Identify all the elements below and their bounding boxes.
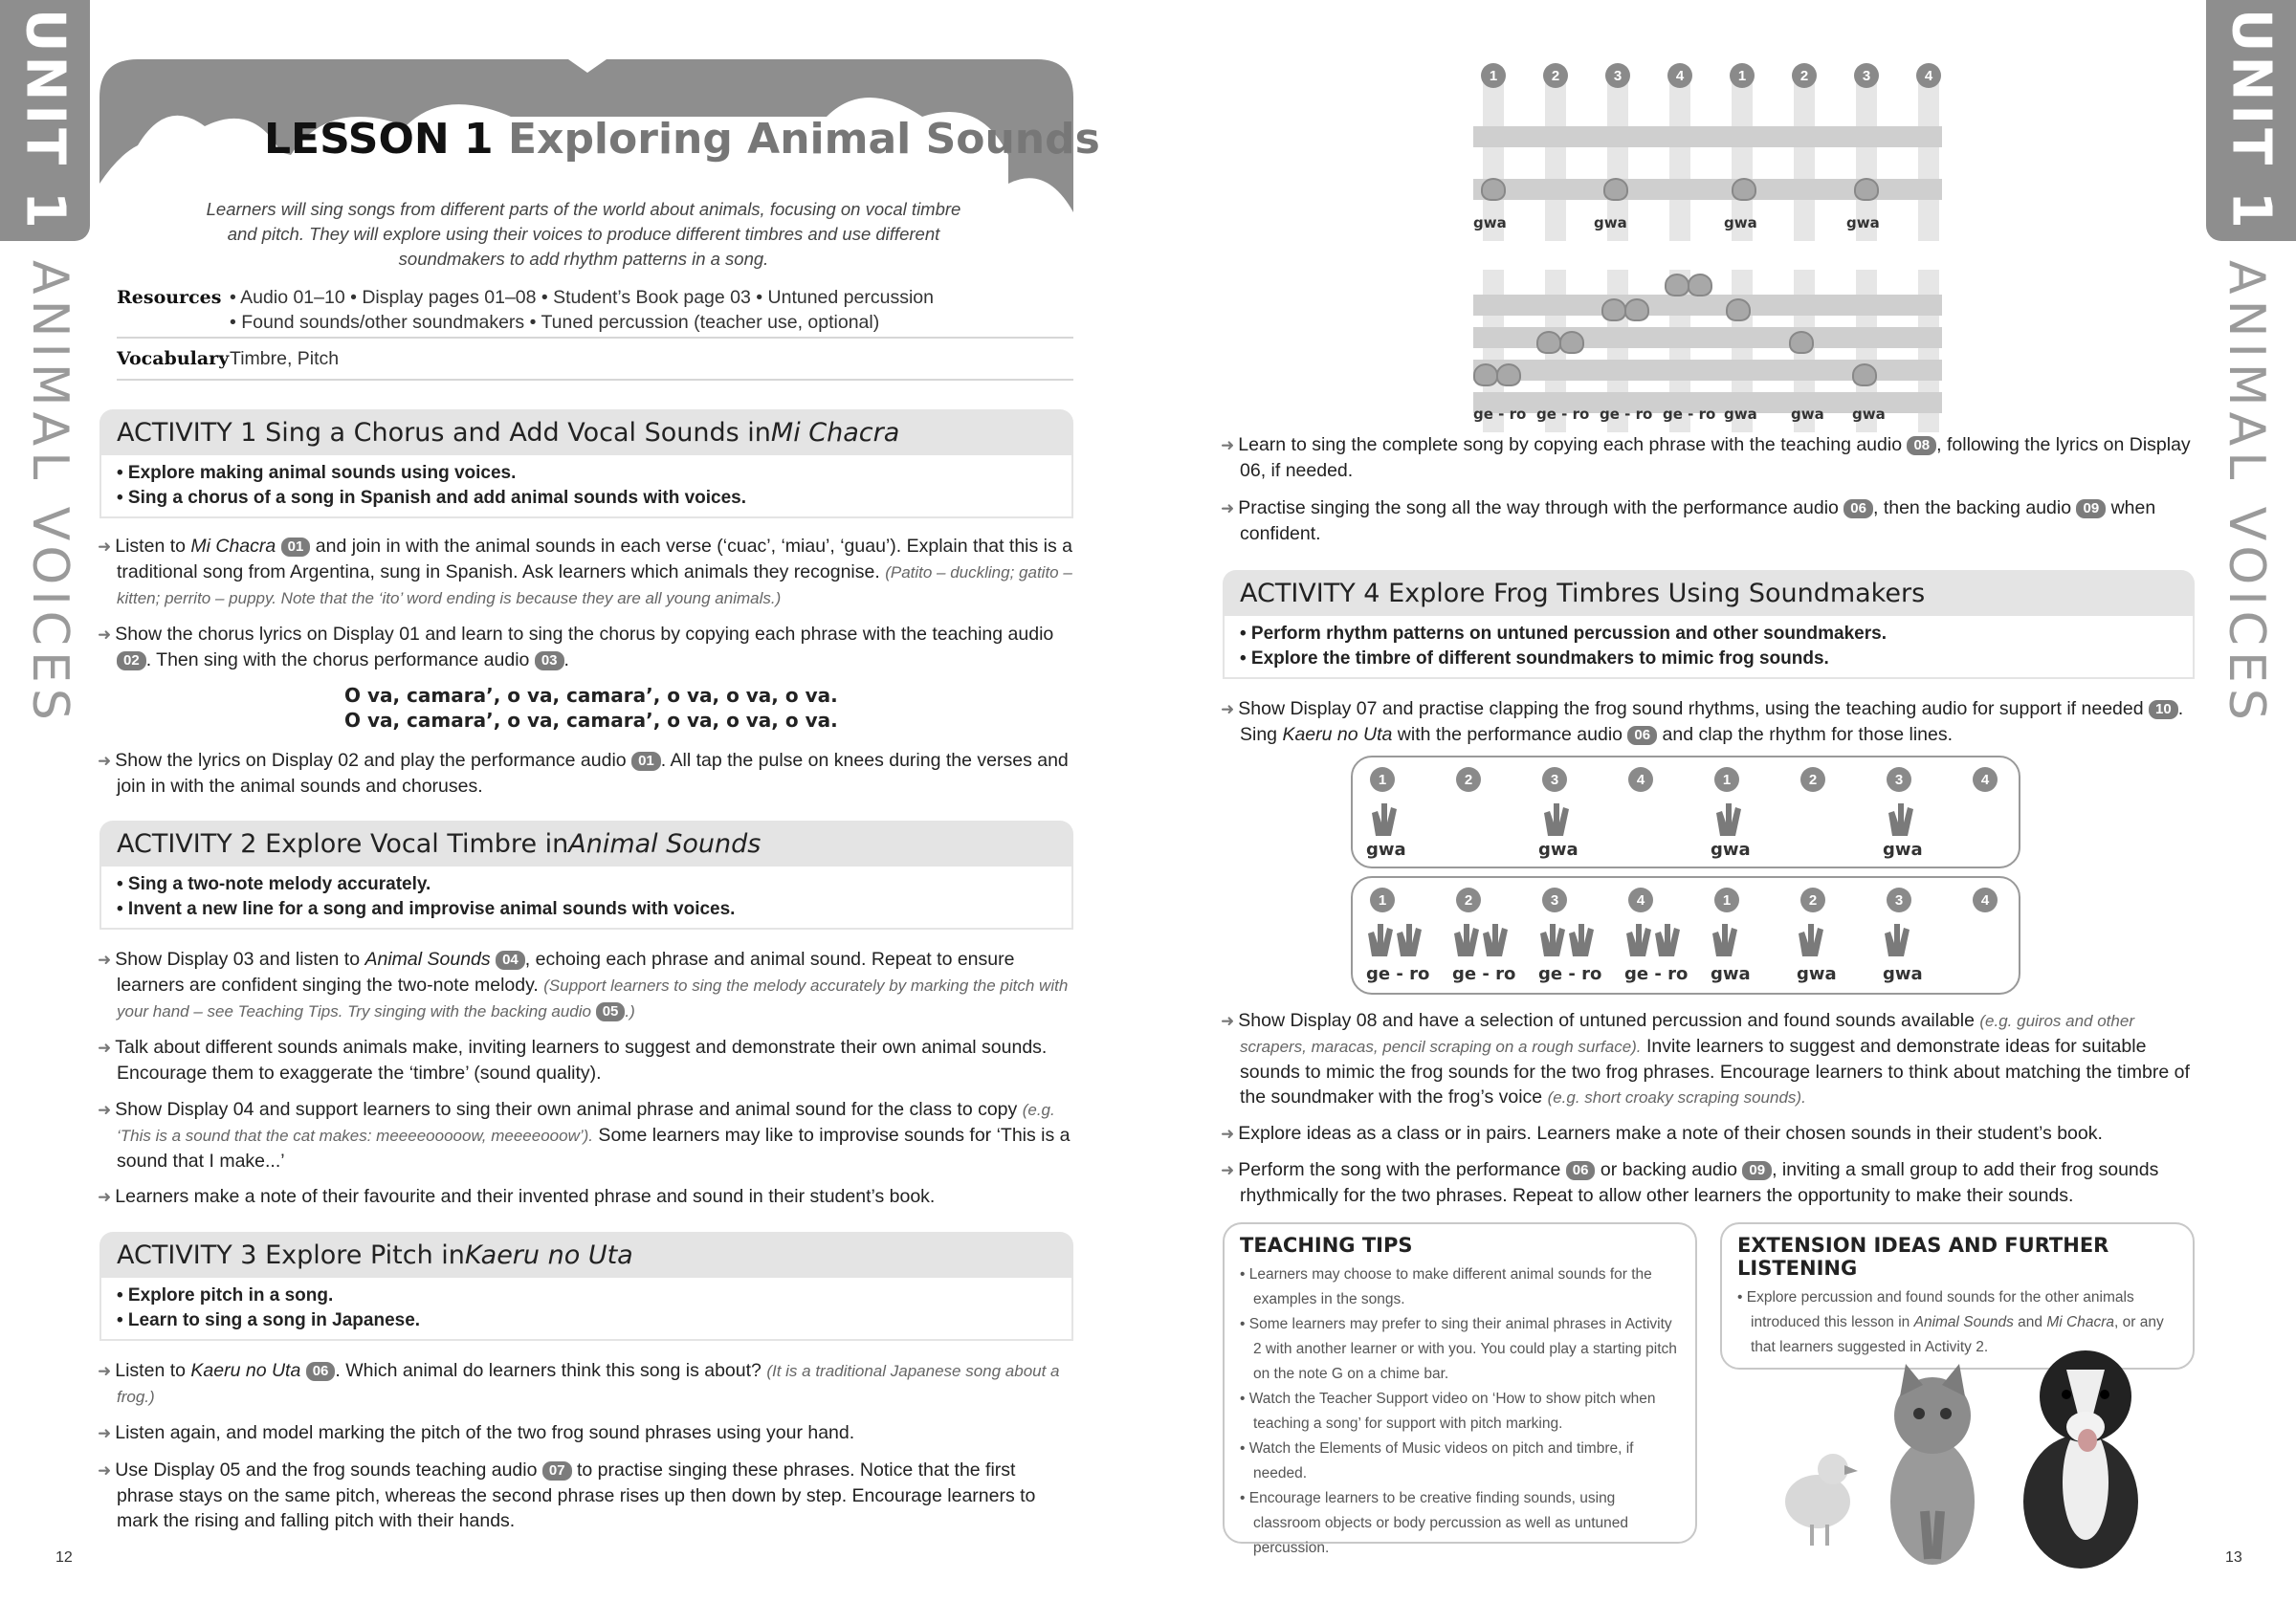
activity-2-objectives: • Sing a two-note melody accurately. • Invent a new line for a song and improvise animal sounds with voices. [99, 867, 1073, 930]
staff-column [1794, 73, 1815, 241]
a1-step-2: ➜ Show the chorus lyrics on Display 01 and learn to sing the chorus by copying each phrase with the teaching audio 02 . Then sing with the chorus performance audio 03 . [98, 624, 1054, 670]
frog-mark [1854, 178, 1879, 201]
rhythm-syllable: ge - ro [1624, 964, 1689, 984]
sung-syllable: ge - ro [1473, 406, 1527, 423]
rhythm-syllable: gwa [1366, 840, 1406, 860]
unit-tab-right: UNIT 1 [2206, 0, 2296, 241]
staff-column [1918, 73, 1939, 241]
audio-badge: 06 [1843, 499, 1873, 518]
unit-side-title-left: ANIMAL VOICES [21, 260, 78, 726]
audio-badge: 02 [117, 651, 146, 670]
unit-tab-left: UNIT 1 [0, 0, 90, 241]
frog-mark [1852, 363, 1877, 386]
audio-badge: 07 [542, 1461, 572, 1481]
staff-line [1473, 295, 1942, 316]
beat-number: 4 [1628, 767, 1653, 792]
animals-photo [1741, 1320, 2200, 1569]
beat-number: 1 [1714, 767, 1739, 792]
a1-step-1: ➜ Listen to Mi Chacra 01 and join in with the animal sounds in each verse (‘cuac’, ‘miau’, ‘guau’). Explain that this is a traditional song from Argentina, sung in Spanish. Ask learners which animals they recognise. (Patito – duckling; gatito – kitten; perrito – puppy. Note that the ‘ito’ word ending is because they are all young animals.) [98, 536, 1073, 607]
activity-1-header: ACTIVITY 1 Sing a Chorus and Add Vocal Sounds in Mi Chacra [99, 409, 1073, 455]
a4-step-4: ➜ Perform the song with the performance 06 or backing audio 09 , inviting a small group to add their frog sounds rhythmically for the two phrases. Repeat to allow other learners the opportunity to make their sounds. [1221, 1159, 2159, 1206]
a3-step-3: ➜ Use Display 05 and the frog sounds teaching audio 07 to practise singing these phrases. Notice that the first phrase stays on the same pitch, whereas the second phrase rises up then down by step. Encourage learners to mark the rising and falling pitch with their hands. [98, 1459, 1036, 1531]
rhythm-syllable: ge - ro [1366, 964, 1430, 984]
beat-number: 2 [1800, 767, 1825, 792]
pitch-staff-2 [1473, 270, 1942, 432]
lesson-intro: Learners will sing songs from different parts of the world about animals, focusing on vocal timbre and pitch. They will explore using their voices to produce different timbres and use different soundmakers to add rhythm patterns in a song. [206, 199, 961, 269]
chorus-lyric-2: O va, camara’, o va, camara’, o va, o va, o va. [344, 709, 838, 732]
beat-number: 4 [1973, 767, 1998, 792]
a4-step-2: ➜ Show Display 08 and have a selection of untuned percussion and found sounds available (e.g. guiros and other scrapers, maracas, pencil scraping on a rough surface). Invite learners to suggest and demonstrate ideas for suitable sounds to mimic the frog sounds for the two frog phrases. Encourage learners to think about matching the timbre of the soundmaker with the frog’s voice (e.g. short croaky scraping sounds). [1221, 1010, 2190, 1108]
clap-hand-icon [1567, 920, 1596, 958]
clap-hand-icon [1542, 800, 1571, 838]
frog-mark [1789, 331, 1814, 354]
audio-badge: 03 [535, 651, 564, 670]
duckling-image [1785, 1454, 1858, 1546]
beat-number: 4 [1973, 888, 1998, 912]
beat-number: 3 [1542, 888, 1567, 912]
beat-number: 3 [1542, 767, 1567, 792]
staff-column [1669, 73, 1690, 241]
audio-badge: 10 [2149, 700, 2178, 719]
beat-number: 1 [1481, 63, 1506, 88]
beat-number: 2 [1800, 888, 1825, 912]
frog-mark [1473, 363, 1498, 386]
lesson-title: LESSON 1 Exploring Animal Sounds [264, 115, 1100, 164]
a2-step-3: ➜ Show Display 04 and support learners to sing their own animal phrase and animal sound for the class to copy (e.g. ‘This is a sound that the cat makes: meeeeooooow, meeeeooow’). Some learners may like to improvise sounds for ‘This is a sound that I make...’ [98, 1099, 1071, 1172]
activity-1-objectives: • Explore making animal sounds using voices. • Sing a chorus of a song in Spanish and add animal sounds with voices. [99, 455, 1073, 518]
audio-badge: 01 [281, 538, 311, 557]
rhythm-box-1 [1351, 756, 2020, 868]
sung-syllable: gwa [1473, 214, 1507, 231]
a3-step-2: ➜ Listen again, and model marking the pitch of the two frog sound phrases using your hand. [98, 1422, 855, 1443]
sung-syllable: ge - ro [1600, 406, 1653, 423]
rhythm-syllable: gwa [1883, 840, 1923, 860]
beat-number: 2 [1456, 888, 1481, 912]
audio-badge: 06 [306, 1362, 336, 1381]
audio-badge: 06 [1627, 726, 1657, 745]
audio-badge: 05 [596, 1002, 626, 1021]
beat-number: 1 [1370, 767, 1395, 792]
activity-4-header: ACTIVITY 4 Explore Frog Timbres Using Soundmakers [1223, 570, 2195, 616]
r-step-1: ➜ Learn to sing the complete song by copying each phrase with the teaching audio 08 , following the lyrics on Display 06, if needed. [1221, 434, 2191, 481]
beat-number: 2 [1456, 767, 1481, 792]
unit-side-title-right: ANIMAL VOICES [2218, 260, 2275, 726]
sung-syllable: gwa [1852, 406, 1886, 423]
clap-hand-icon [1538, 920, 1567, 958]
rhythm-box-2 [1351, 876, 2020, 995]
beat-number: 4 [1628, 888, 1653, 912]
frog-mark [1536, 331, 1561, 354]
tip-item: • Encourage learners to be creative finding sounds, using classroom objects or body percussion as well as untuned percussion. [1240, 1490, 1629, 1556]
tip-item: • Watch the Elements of Music videos on pitch and timbre, if needed. [1240, 1440, 1634, 1481]
teaching-tips-list [1225, 1262, 1695, 1561]
a4-step-3: ➜ Explore ideas as a class or in pairs. Learners make a note of their chosen sounds in their student’s book. [1221, 1123, 2103, 1144]
staff-column [1545, 73, 1566, 241]
rhythm-syllable: ge - ro [1452, 964, 1516, 984]
frog-mark [1732, 178, 1756, 201]
frog-mark [1688, 274, 1712, 296]
beat-number: 3 [1854, 63, 1879, 88]
a1-step-3: ➜ Show the lyrics on Display 02 and play the performance audio 01 . All tap the pulse on knees during the verses and join in with the animal sounds and choruses. [98, 750, 1069, 797]
clap-hand-icon [1883, 920, 1911, 958]
teaching-tips-title: TEACHING TIPS [1240, 1234, 1413, 1257]
frog-mark [1481, 178, 1506, 201]
frog-mark [1624, 298, 1649, 321]
rhythm-syllable: gwa [1883, 964, 1923, 984]
activity-3-header: ACTIVITY 3 Explore Pitch in Kaeru no Uta [99, 1232, 1073, 1278]
r-step-2: ➜ Practise singing the song all the way through with the performance audio 06 , then the backing audio 09 when confident. [1221, 497, 2156, 544]
rhythm-syllable: gwa [1711, 964, 1751, 984]
page-number-left: 12 [55, 1549, 73, 1566]
tip-item: • Watch the Teacher Support video on ‘How to show pitch when teaching a song’ for support with pitch marking. [1240, 1391, 1656, 1432]
beat-number: 1 [1370, 888, 1395, 912]
staff-line [1473, 126, 1942, 147]
beat-number: 2 [1792, 63, 1817, 88]
clap-hand-icon [1395, 920, 1424, 958]
kitten-image [1890, 1364, 1975, 1565]
beat-number: 3 [1887, 767, 1911, 792]
clap-hand-icon [1370, 800, 1399, 838]
beat-number: 1 [1714, 888, 1739, 912]
vocabulary: Vocabulary Timbre, Pitch [117, 348, 340, 369]
a3-step-1: ➜ Listen to Kaeru no Uta 06 . Which animal do learners think this song is about? (It is a traditional Japanese song about a frog.) [98, 1360, 1060, 1406]
audio-badge: 09 [2076, 499, 2106, 518]
page-number-right: 13 [2225, 1549, 2242, 1566]
pitch-staff-1 [1473, 59, 1942, 241]
puppy-image [2023, 1350, 2138, 1569]
clap-hand-icon [1714, 800, 1743, 838]
frog-mark [1665, 274, 1689, 296]
a4-step-1: ➜ Show Display 07 and practise clapping the frog sound rhythms, using the teaching audio for support if needed 10 . Sing Kaeru no Uta with the performance audio 06 and clap the rhythm for those lines. [1221, 698, 2184, 745]
clap-hand-icon [1711, 920, 1739, 958]
extension-title: EXTENSION IDEAS AND FURTHER LISTENING [1737, 1234, 2109, 1280]
clap-hand-icon [1366, 920, 1395, 958]
tip-item: • Some learners may prefer to sing their animal phrases in Activity 2 with another learner or with you. You could play a starting pitch on the note G on a chime bar. [1240, 1316, 1677, 1382]
sung-syllable: gwa [1846, 214, 1880, 231]
frog-mark [1601, 298, 1626, 321]
clap-hand-icon [1452, 920, 1481, 958]
chorus-lyric-1: O va, camara’, o va, camara’, o va, o va, o va. [344, 684, 838, 707]
rhythm-syllable: gwa [1797, 964, 1837, 984]
audio-badge: 01 [631, 752, 661, 771]
sung-syllable: gwa [1724, 406, 1757, 423]
resources: Resources • Audio 01–10 • Display pages 01–08 • Student’s Book page 03 • Untuned percussion • Found sounds/other soundmakers • Tuned percussion (teacher use, optional) [117, 287, 934, 333]
divider [117, 379, 1073, 381]
right-page [1148, 0, 2296, 1624]
tip-item: • Learners may choose to make different animal sounds for the examples in the songs. [1240, 1266, 1652, 1307]
audio-badge: 08 [1907, 436, 1936, 455]
clap-hand-icon [1481, 920, 1510, 958]
sung-syllable: gwa [1724, 214, 1757, 231]
frog-mark [1496, 363, 1521, 386]
clap-hand-icon [1624, 920, 1653, 958]
beat-number: 2 [1543, 63, 1568, 88]
beat-number: 1 [1730, 63, 1755, 88]
clap-hand-icon [1887, 800, 1915, 838]
sung-syllable: gwa [1594, 214, 1627, 231]
activity-4-objectives: • Perform rhythm patterns on untuned percussion and other soundmakers. • Explore the timbre of different soundmakers to mimic frog sounds. [1223, 616, 2195, 679]
activity-2-header: ACTIVITY 2 Explore Vocal Timbre in Animal Sounds [99, 821, 1073, 867]
audio-badge: 06 [1566, 1161, 1596, 1180]
frog-mark [1603, 178, 1628, 201]
audio-badge: 09 [1742, 1161, 1772, 1180]
rhythm-syllable: ge - ro [1538, 964, 1602, 984]
a2-step-1: ➜ Show Display 03 and listen to Animal Sounds 04 , echoing each phrase and animal sound. Repeat to ensure learners are confident singing the two-note melody. (Support learners to sing the melody accurately by marking the pitch with your hand – see Teaching Tips. Try singing with the backing audio 05 .) [98, 949, 1069, 1020]
sung-syllable: ge - ro [1536, 406, 1590, 423]
beat-number: 3 [1887, 888, 1911, 912]
activity-3-objectives: • Explore pitch in a song. • Learn to sing a song in Japanese. [99, 1278, 1073, 1341]
extension-text: • Explore percussion and found sounds for the other animals introduced this lesson in Animal Sounds and Mi Chacra, or any that learners suggested in Activity 2. [1737, 1289, 2164, 1355]
frog-mark [1559, 331, 1584, 354]
frog-mark [1726, 298, 1751, 321]
sung-syllable: ge - ro [1663, 406, 1716, 423]
clap-hand-icon [1797, 920, 1825, 958]
beat-number: 4 [1916, 63, 1941, 88]
a2-step-4: ➜ Learners make a note of their favourite and their invented phrase and sound in their student’s book. [98, 1186, 936, 1207]
beat-number: 3 [1605, 63, 1630, 88]
a2-step-2: ➜ Talk about different sounds animals make, inviting learners to suggest and demonstrate their own animal sounds. Encourage them to exaggerate the ‘timbre’ (sound quality). [98, 1037, 1048, 1084]
clap-hand-icon [1653, 920, 1682, 958]
rhythm-syllable: gwa [1711, 840, 1751, 860]
divider [117, 337, 1073, 339]
audio-badge: 04 [496, 951, 525, 970]
rhythm-syllable: gwa [1538, 840, 1578, 860]
teaching-tips-box [1223, 1222, 1697, 1556]
sung-syllable: gwa [1791, 406, 1824, 423]
beat-number: 4 [1667, 63, 1692, 88]
